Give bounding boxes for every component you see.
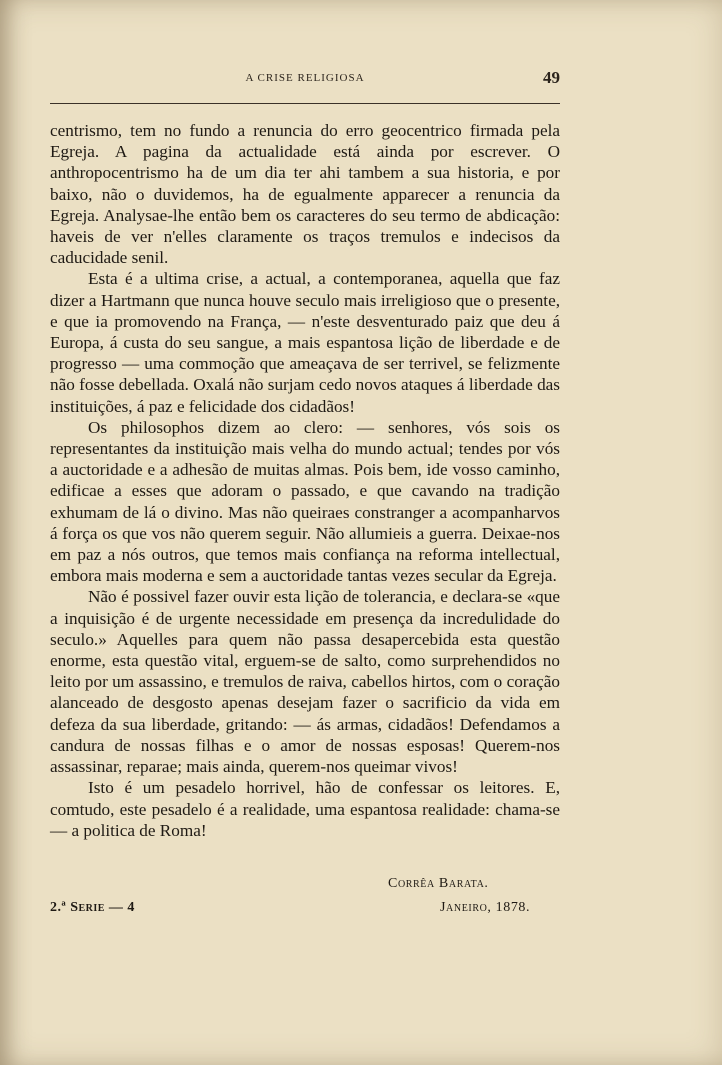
author-signature: Corrêa Barata. [388, 876, 489, 891]
page-header [50, 70, 560, 94]
paragraph-5: Isto é um pesadelo horrivel, hão de confessar os leitores. E, comtudo, este pesadelo é a realidade, uma espantosa realidade: chama-se — a politica de Roma! [50, 778, 560, 840]
paragraph-1: centrismo, tem no fundo a renuncia do erro geocentrico firmada pela Egreja. A pagina da actualidade está ainda por escrever. O anthropocentrismo ha de um dia ter ahi tambem a sua historia, e por baixo, não o duvidemos, ha de egualmente apparecer a renuncia da Egreja. Analysae-lhe então bem os caracteres do seu termo de abdicação: haveis de ver n'elles claramente os traços tremulos e indecisos da caducidade senil. [50, 121, 560, 268]
page-number: 49 [543, 68, 560, 87]
header-rule [50, 103, 560, 104]
publication-date: Janeiro, 1878. [440, 900, 531, 915]
article-body [50, 120, 560, 841]
running-title: A CRISE RELIGIOSA [245, 72, 365, 84]
paragraph-4: Não é possivel fazer ouvir esta lição de tolerancia, e declara-se «que a inquisição é de urgente necessidade em presença da incredulidade do seculo.» Aquelles para quem não passa desapercebida esta questão enorme, esta questão vital, erguem-se de salto, como surprehendidos no leito por um assassino, e tremulos de raiva, cabellos hirtos, com o coração alanceado de desgosto apenas desejam fazer o sacrificio da vida em defeza da sua liberdade, gritando: — ás armas, cidadãos! Defendamos a candura de nossas filhas e o amor de nossas esposas! Querem-nos assassinar, reparae; mais ainda, querem-nos queimar vivos! [50, 587, 560, 777]
paragraph-2: Esta é a ultima crise, a actual, a contemporanea, aquella que faz dizer a Hartmann que nunca houve seculo mais irreligioso que o presente, e que ia promovendo na França, — n'este desventurado paiz que deu á Europa, á custa do seu sangue, a mais espantosa lição de liberdade e de progresso — uma commoção que ameaçava de ser terrivel, se felizmente não fosse debellada. Oxalá não surjam cedo novos ataques á liberdade das instituições, á paz e felicidade dos cidadãos! [50, 269, 560, 416]
paragraph-3: Os philosophos dizem ao clero: — senhores, vós sois os representantes da instituição mais velha do mundo actual; tendes por vós a auctoridade e a adhesão de muitas almas. Pois bem, ide vosso caminho, edificae a esses que adoram o passado, e que cavando na tradição exhumam de lá o divino. Mas não queiraes constranger a acompanharvos á força os que vos não querem seguir. Não allumieis a guerra. Deixae-nos em paz a nós outros, que temos mais confiança na reforma intellectual, embora mais moderna e sem a auctoridade tantas vezes secular da Egreja. [50, 417, 560, 586]
series-signature-mark: 2.ª Serie — 4 [50, 900, 135, 915]
